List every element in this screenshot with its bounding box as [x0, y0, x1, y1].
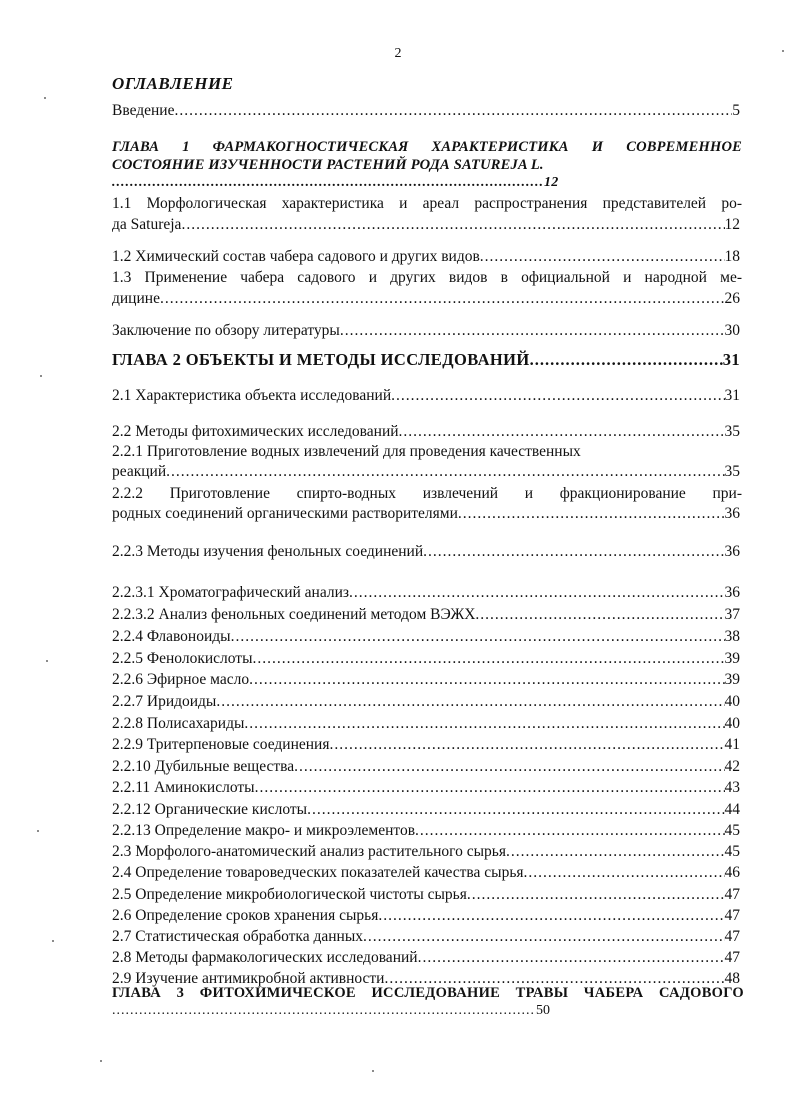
- leader-dots: [294, 756, 724, 777]
- toc-entry[interactable]: [112, 385, 740, 406]
- toc-entry-page: 45: [724, 843, 740, 860]
- scan-speck: [40, 375, 42, 377]
- toc-entry[interactable]: [112, 246, 740, 267]
- toc-entry-label[interactable]: 2.2.2 Приготовление спирто-водных извлечений и фракционирование при-: [112, 485, 742, 502]
- leader-dots: [458, 503, 725, 524]
- toc-entry[interactable]: [112, 541, 740, 562]
- toc-entry-page: 31: [722, 350, 740, 369]
- leader-dots: [112, 173, 544, 193]
- leader-dots: [249, 669, 724, 690]
- toc-entry-label: 1.2 Химический состав чабера садового и других видов: [112, 248, 480, 265]
- chapter-1-leader: [112, 173, 558, 193]
- toc-entry[interactable]: [112, 582, 740, 603]
- toc-entry-page: 30: [724, 322, 740, 339]
- toc-entry-page: 47: [724, 928, 740, 945]
- toc-entry[interactable]: [112, 820, 740, 841]
- toc-entry-page: 26: [724, 290, 740, 307]
- leader-dots: [363, 926, 724, 947]
- toc-entry-page: 39: [724, 671, 740, 688]
- toc-entry-label: 2.2.3.1 Хроматографический анализ: [112, 584, 350, 601]
- toc-entry-label: 2.9 Изучение антимикробной активности: [112, 970, 385, 987]
- leader-dots: [231, 626, 725, 647]
- toc-entry-label: Введение: [112, 102, 175, 119]
- toc-entry[interactable]: [112, 777, 740, 798]
- toc-entry-page: 39: [724, 650, 740, 667]
- toc-entry-page: 35: [724, 423, 740, 440]
- toc-entry-label: 2.2.10 Дубильные вещества: [112, 758, 295, 775]
- toc-entry-page: 47: [724, 949, 740, 966]
- leader-dots: [216, 691, 724, 712]
- chapter-3-page: 50: [536, 1003, 550, 1018]
- toc-entry-page: 38: [724, 628, 740, 645]
- toc-entry[interactable]: [112, 320, 740, 341]
- toc-entry-label: 2.8 Методы фармакологических исследований: [112, 949, 418, 966]
- toc-entry[interactable]: [112, 461, 740, 482]
- leader-dots: [530, 349, 723, 370]
- toc-entry-label[interactable]: 1.3 Применение чабера садового и других видов в официальной и народной ме-: [112, 269, 742, 286]
- toc-entry-page: 18: [724, 248, 740, 265]
- toc-entry[interactable]: [112, 841, 740, 862]
- toc-entry-page: 45: [724, 822, 740, 839]
- leader-dots: [166, 461, 724, 482]
- toc-entry-label: 2.7 Статистическая обработка данных: [112, 928, 364, 945]
- toc-entry-page: 40: [724, 693, 740, 710]
- toc-entry-page: 31: [724, 387, 740, 404]
- leader-dots: [418, 947, 725, 968]
- chapter-1-title-line-2[interactable]: СОСТОЯНИЕ ИЗУЧЕННОСТИ РАСТЕНИЙ РОДА SATUREJA L.: [112, 157, 544, 173]
- toc-entry-label-cont: родных соединений органическими растворителями: [112, 505, 458, 522]
- toc-entry-page: 37: [724, 606, 740, 623]
- leader-dots: [255, 777, 725, 798]
- leader-dots: [244, 713, 724, 734]
- toc-entry-chapter-2[interactable]: [112, 349, 740, 370]
- chapter-1-page: 12: [544, 175, 559, 190]
- leader-dots: [506, 841, 725, 862]
- leader-dots: [160, 288, 725, 309]
- toc-entry-label: ГЛАВА 2 ОБЪЕКТЫ И МЕТОДЫ ИССЛЕДОВАНИЙ: [112, 350, 530, 369]
- toc-entry[interactable]: [112, 100, 740, 121]
- toc-entry-label: 2.2.9 Тритерпеновые соединения: [112, 736, 330, 753]
- toc-entry[interactable]: [112, 756, 740, 777]
- leader-dots: [174, 100, 732, 121]
- toc-entry[interactable]: [112, 905, 740, 926]
- toc-entry[interactable]: [112, 648, 740, 669]
- toc-entry-page: 12: [724, 216, 740, 233]
- toc-entry-page: 47: [724, 907, 740, 924]
- toc-entry[interactable]: [112, 503, 740, 524]
- leader-dots: [467, 884, 725, 905]
- toc-entry-label: 2.2.7 Иридоиды: [112, 693, 217, 710]
- toc-entry[interactable]: [112, 799, 740, 820]
- toc-entry-page: 35: [724, 463, 740, 480]
- leader-dots: [423, 541, 724, 562]
- leader-dots: [399, 421, 725, 442]
- toc-entry-label: 2.2.3 Методы изучения фенольных соединений: [112, 543, 424, 560]
- toc-entry-page: 41: [724, 736, 740, 753]
- toc-entry-label-cont: дицине: [112, 290, 160, 307]
- toc-entry-label: 2.6 Определение сроков хранения сырья: [112, 907, 379, 924]
- toc-entry[interactable]: [112, 884, 740, 905]
- toc-entry[interactable]: [112, 947, 740, 968]
- scan-speck: [52, 940, 54, 942]
- toc-entry-page: 46: [724, 864, 740, 881]
- page-number: 2: [394, 46, 402, 61]
- toc-entry-label: 2.2.11 Аминокислоты: [112, 779, 255, 796]
- toc-entry-page: 43: [724, 779, 740, 796]
- toc-entry[interactable]: [112, 926, 740, 947]
- leader-dots: [181, 214, 724, 235]
- toc-entry[interactable]: [112, 626, 740, 647]
- toc-entry[interactable]: [112, 862, 740, 883]
- toc-entry[interactable]: [112, 214, 740, 235]
- toc-entry-page: 36: [724, 505, 740, 522]
- leader-dots: [378, 905, 724, 926]
- leader-dots: [307, 799, 724, 820]
- leader-dots: [391, 385, 724, 406]
- toc-entry-page: 42: [724, 758, 740, 775]
- leader-dots: [329, 734, 724, 755]
- toc-entry-page: 5: [732, 102, 740, 119]
- toc-entry-label: Заключение по обзору литературы: [112, 322, 340, 339]
- toc-entry-label: 2.2.8 Полисахариды: [112, 715, 245, 732]
- toc-title: ОГЛАВЛЕНИЕ: [112, 74, 234, 93]
- toc-entry-page: 36: [724, 584, 740, 601]
- toc-entry-page: 40: [724, 715, 740, 732]
- toc-entry-label[interactable]: 1.1 Морфологическая характеристика и ареал распространения представителей ро-: [112, 195, 742, 212]
- toc-entry[interactable]: [112, 604, 740, 625]
- toc-entry-page: 48: [724, 970, 740, 987]
- leader-dots: [475, 604, 724, 625]
- toc-entry-label: 2.4 Определение товароведческих показателей качества сырья: [112, 864, 524, 881]
- scan-speck: [46, 660, 48, 662]
- chapter-3-title[interactable]: ГЛАВА 3 ФИТОХИМИЧЕСКОЕ ИССЛЕДОВАНИЕ ТРАВЫ ЧАБЕРА САДОВОГО: [112, 985, 744, 1001]
- leader-dots: [340, 320, 725, 341]
- toc-entry-label: 2.5 Определение микробиологической чистоты сырья: [112, 886, 467, 903]
- leader-dots: [112, 1001, 536, 1021]
- toc-entry-label: 2.2.3.2 Анализ фенольных соединений методом ВЭЖХ: [112, 606, 476, 623]
- leader-dots: [349, 582, 724, 603]
- toc-entry[interactable]: [112, 421, 740, 442]
- toc-entry-page: 36: [724, 543, 740, 560]
- chapter-3-leader: [112, 1001, 550, 1021]
- toc-entry-label-cont: да Satureja: [112, 216, 182, 233]
- toc-entry-label: 2.2.4 Флавоноиды: [112, 628, 231, 645]
- toc-entry-label: 2.2.5 Фенолокислоты: [112, 650, 253, 667]
- leader-dots: [253, 648, 725, 669]
- toc-entry-label: 2.2.12 Органические кислоты: [112, 801, 308, 818]
- toc-entry-label: 2.2 Методы фитохимических исследований: [112, 423, 399, 440]
- scan-speck: [100, 1060, 102, 1062]
- toc-entry[interactable]: [112, 691, 740, 712]
- toc-entry[interactable]: [112, 288, 740, 309]
- leader-dots: [415, 820, 724, 841]
- toc-entry[interactable]: [112, 669, 740, 690]
- toc-entry-page: 47: [724, 886, 740, 903]
- toc-entry-label: 2.2.13 Определение макро- и микроэлементов: [112, 822, 416, 839]
- chapter-1-title-line-1[interactable]: ГЛАВА 1 ФАРМАКОГНОСТИЧЕСКАЯ ХАРАКТЕРИСТИКА И СОВРЕМЕННОЕ: [112, 139, 742, 155]
- leader-dots: [524, 862, 725, 883]
- scan-speck: [782, 50, 784, 52]
- scan-speck: [372, 1070, 374, 1072]
- scan-speck: [37, 830, 39, 832]
- toc-entry-label: 2.2.6 Эфирное масло: [112, 671, 250, 688]
- leader-dots: [480, 246, 725, 267]
- toc-entry-label[interactable]: 2.2.1 Приготовление водных извлечений для проведения качественных: [112, 443, 581, 460]
- toc-entry-label: 2.1 Характеристика объекта исследований: [112, 387, 392, 404]
- scan-speck: [44, 97, 46, 99]
- toc-entry-page: 44: [724, 801, 740, 818]
- toc-entry[interactable]: [112, 734, 740, 755]
- toc-entry-label: 2.3 Морфолого-анатомический анализ растительного сырья: [112, 843, 506, 860]
- toc-entry-label-cont: реакций: [112, 463, 167, 480]
- toc-entry[interactable]: [112, 713, 740, 734]
